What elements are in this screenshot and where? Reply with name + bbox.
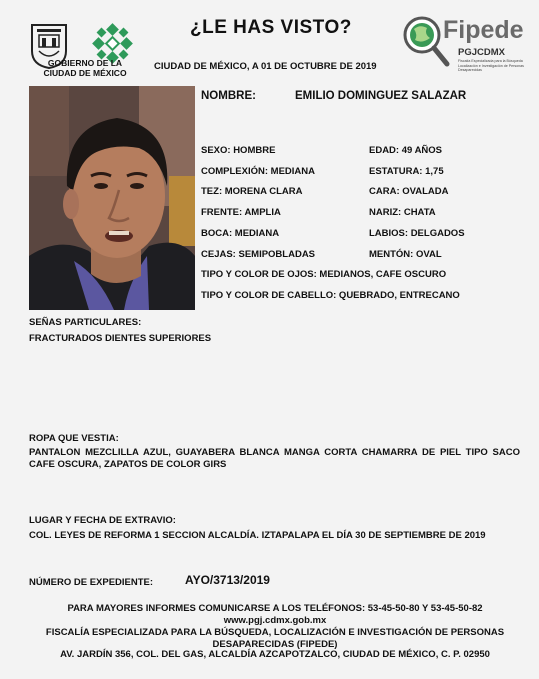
footer-phones: PARA MAYORES INFORMES COMUNICARSE A LOS TELÉFONOS: 53-45-50-80 Y 53-45-50-82	[67, 603, 483, 614]
senas-value: FRACTURADOS DIENTES SUPERIORES	[29, 333, 212, 344]
poster-date: CIUDAD DE MÉXICO, A 01 DE OCTUBRE DE 2019	[154, 61, 377, 72]
field-estatura: ESTATURA: 1,75	[369, 166, 444, 177]
field-cabello: TIPO Y COLOR DE CABELLO: QUEBRADO, ENTRECANO	[201, 290, 460, 301]
extravio-label: LUGAR Y FECHA DE EXTRAVIO:	[29, 515, 176, 526]
expediente-number: AYO/3713/2019	[185, 573, 270, 587]
extravio-value: COL. LEYES DE REFORMA 1 SECCION ALCALDÍA. IZTAPALAPA EL DÍA 30 DE SEPTIEMBRE DE 2019	[29, 530, 486, 541]
field-frente: FRENTE: AMPLIA	[201, 207, 281, 218]
fipede-pgj-label: PGJCDMX	[458, 47, 505, 58]
magnifying-glass-icon	[405, 18, 447, 64]
footer-fiscalia: FISCALÍA ESPECIALIZADA PARA LA BÚSQUEDA, LOCALIZACIÓN E INVESTIGACIÓN DE PERSONAS DESAPARECIDAS (FIPEDE)	[45, 627, 505, 650]
field-cara: CARA: OVALADA	[369, 186, 449, 197]
person-name: EMILIO DOMINGUEZ SALAZAR	[295, 90, 467, 102]
ropa-label: ROPA QUE VESTIA:	[29, 433, 119, 444]
fipede-subtitle: Fiscalía Especializada para la Búsqueda Localización e Investigación de Personas Desaparecidas	[458, 59, 524, 72]
gov-name-line2: CIUDAD DE MÉXICO	[43, 68, 127, 78]
footer-address: AV. JARDÍN 356, COL. DEL GAS, ALCALDÍA AZCAPOTZALCO, CIUDAD DE MÉXICO, C. P. 02950	[60, 649, 490, 660]
field-sexo: SEXO: HOMBRE	[201, 145, 276, 156]
field-tez: TEZ: MORENA CLARA	[201, 186, 303, 197]
field-labios: LABIOS: DELGADOS	[369, 228, 465, 239]
field-boca: BOCA: MEDIANA	[201, 228, 280, 239]
ropa-value: PANTALON MEZCLILLA AZUL, GUAYABERA BLANCA MANGA CORTA CHAMARRA DE PIEL TIPO SACO CAFE OSCURA, ZAPATOS DE COLOR GIRS	[29, 447, 520, 470]
field-menton: MENTÓN: OVAL	[369, 249, 442, 260]
field-cejas: CEJAS: SEMIPOBLADAS	[201, 249, 316, 260]
gov-name-line1: GOBIERNO DE LA	[47, 58, 123, 68]
poster-title: ¿LE HAS VISTO?	[190, 17, 352, 38]
fipede-wordmark: Fipede	[443, 16, 524, 44]
footer-website: www.pgj.cdmx.gob.mx	[223, 615, 327, 626]
senas-label: SEÑAS PARTICULARES:	[29, 317, 142, 328]
expediente-label: NÚMERO DE EXPEDIENTE:	[29, 577, 154, 588]
missing-person-photo	[29, 86, 195, 310]
field-ojos: TIPO Y COLOR DE OJOS: MEDIANOS, CAFE OSCURO	[201, 269, 447, 280]
field-nariz: NARIZ: CHATA	[369, 207, 436, 218]
field-edad: EDAD: 49 AÑOS	[369, 145, 443, 156]
name-label: NOMBRE:	[201, 90, 256, 102]
field-complexion: COMPLEXIÓN: MEDIANA	[201, 166, 315, 177]
